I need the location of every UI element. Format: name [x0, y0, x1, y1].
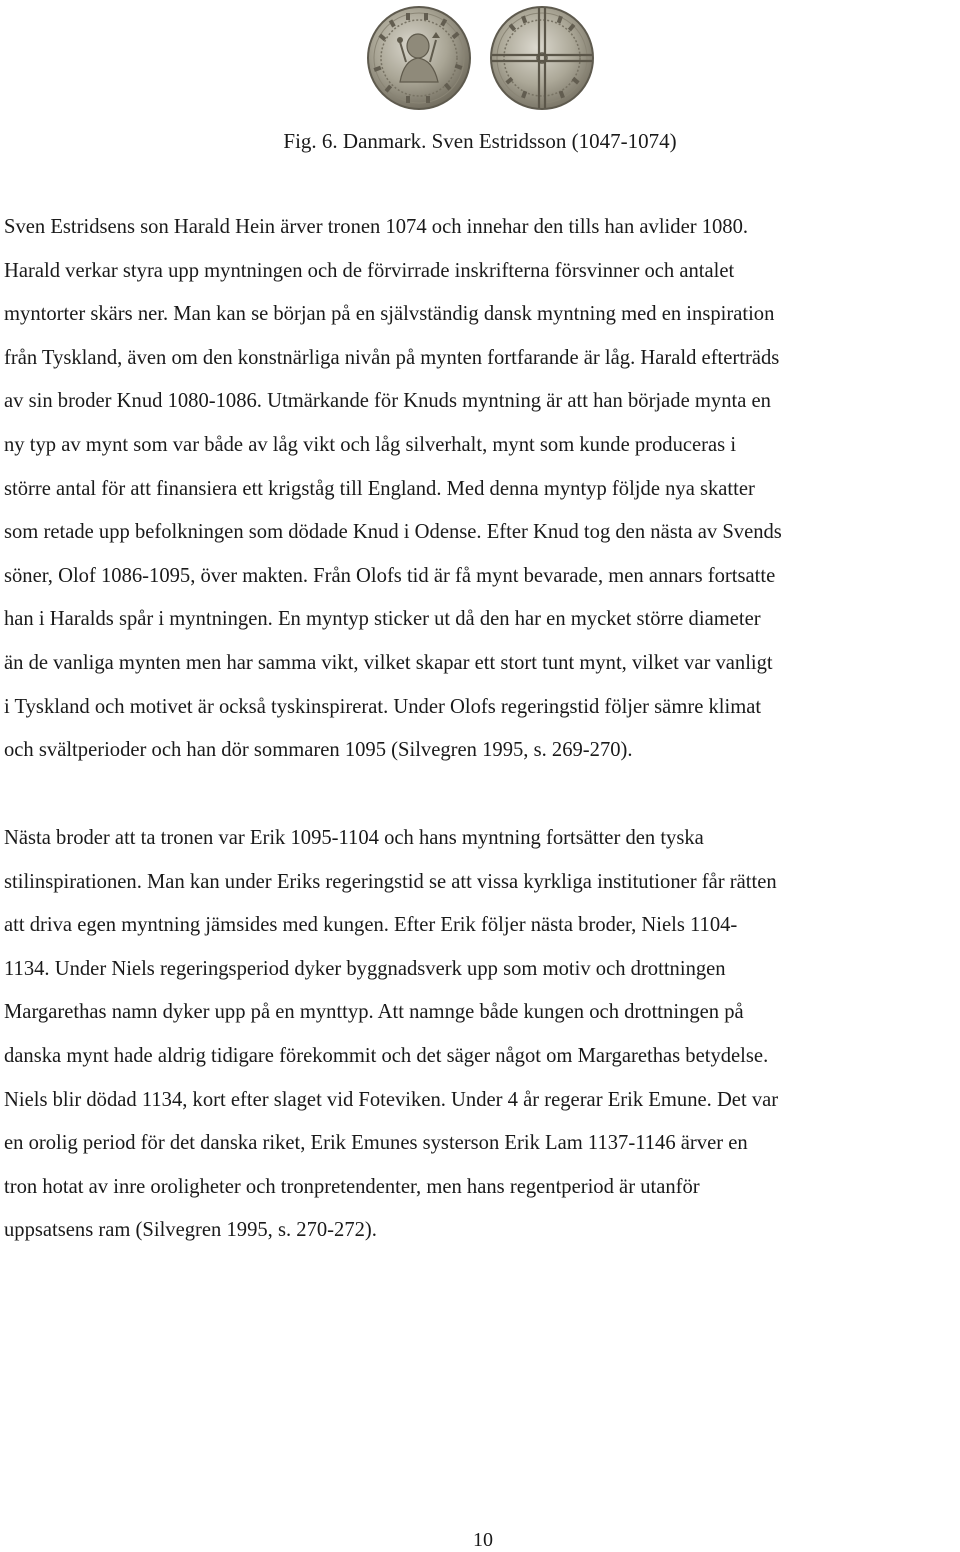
paragraph-line: än de vanliga mynten men har samma vikt, vilket skapar ett stort tunt mynt, vilket var vanligt [4, 651, 773, 674]
coin-figure [360, 4, 604, 112]
paragraph-line: tron hotat av inre oroligheter och tronpretendenter, men hans regentperiod är utanför [4, 1175, 700, 1198]
coin-reverse-photo [482, 4, 600, 112]
page-number: 10 [473, 1529, 493, 1551]
paragraph-line: större antal för att finansiera ett krigståg till England. Med denna myntyp följde nya skatter [4, 477, 755, 500]
paragraph-line: Niels blir dödad 1134, kort efter slaget vid Foteviken. Under 4 år regerar Erik Emune. Det var [4, 1088, 779, 1111]
paragraph-line: stilinspirationen. Man kan under Eriks regeringstid se att vissa kyrkliga institutioner får rätten [4, 870, 777, 893]
paragraph-line: danska mynt hade aldrig tidigare förekommit och det säger något om Margarethas betydelse. [4, 1044, 769, 1067]
paragraph-line: Margarethas namn dyker upp på en mynttyp. Att namnge både kungen och drottningen på [4, 1001, 744, 1024]
paragraph-line: från Tyskland, även om den konstnärliga nivån på mynten fortfarande är låg. Harald efterträds [4, 346, 780, 369]
paragraph-line: myntorter skärs ner. Man kan se början på en självständig dansk myntning med en inspiration [4, 303, 775, 326]
paragraph-line: Nästa broder att ta tronen var Erik 1095-1104 och hans myntning fortsätter den tyska [4, 827, 704, 849]
paragraph-line: Harald verkar styra upp myntningen och de förvirrade inskrifterna försvinner och antalet [4, 259, 735, 282]
paragraph-2 [4, 817, 960, 1253]
coin-obverse-image [360, 4, 478, 112]
paragraph-line: av sin broder Knud 1080-1086. Utmärkande för Knuds myntning är att han började mynta en [4, 390, 771, 413]
paragraph-line: 1134. Under Niels regeringsperiod dyker byggnadsverk upp som motiv och drottningen [4, 957, 726, 980]
paragraph-line: ny typ av mynt som var både av låg vikt och låg silverhalt, mynt som kunde produceras i [4, 433, 737, 456]
coin-obverse-photo [360, 4, 478, 112]
paragraph-line: i Tyskland och motivet är också tyskinspirerat. Under Olofs regeringstid följer sämre klimat [4, 695, 762, 718]
paragraph-line: och svältperioder och han dör sommaren 1095 (Silvegren 1995, s. 269-270). [4, 739, 633, 762]
paragraph-line: att driva egen myntning jämsides med kungen. Efter Erik följer nästa broder, Niels 1104- [4, 914, 738, 937]
paragraph-line: söner, Olof 1086-1095, över makten. Från Olofs tid är få mynt bevarade, men annars fortsatte [4, 564, 776, 587]
coin-reverse-image [482, 4, 600, 112]
paragraph-line: han i Haralds spår i myntningen. En myntyp sticker ut då den har en mycket större diameter [4, 608, 761, 631]
paragraph-line: som retade upp befolkningen som dödade Knud i Odense. Efter Knud tog den nästa av Svends [4, 521, 782, 544]
figure-caption: Fig. 6. Danmark. Sven Estridsson (1047-1074) [283, 129, 677, 153]
paragraph-line: uppsatsens ram (Silvegren 1995, s. 270-272). [4, 1219, 377, 1242]
paragraph-line: en orolig period för det danska riket, Erik Emunes systerson Erik Lam 1137-1146 ärver en [4, 1132, 748, 1155]
paragraph-1 [4, 206, 960, 773]
paragraph-line: Sven Estridsens son Harald Hein ärver tronen 1074 och innehar den tills han avlider 1080. [4, 216, 749, 238]
